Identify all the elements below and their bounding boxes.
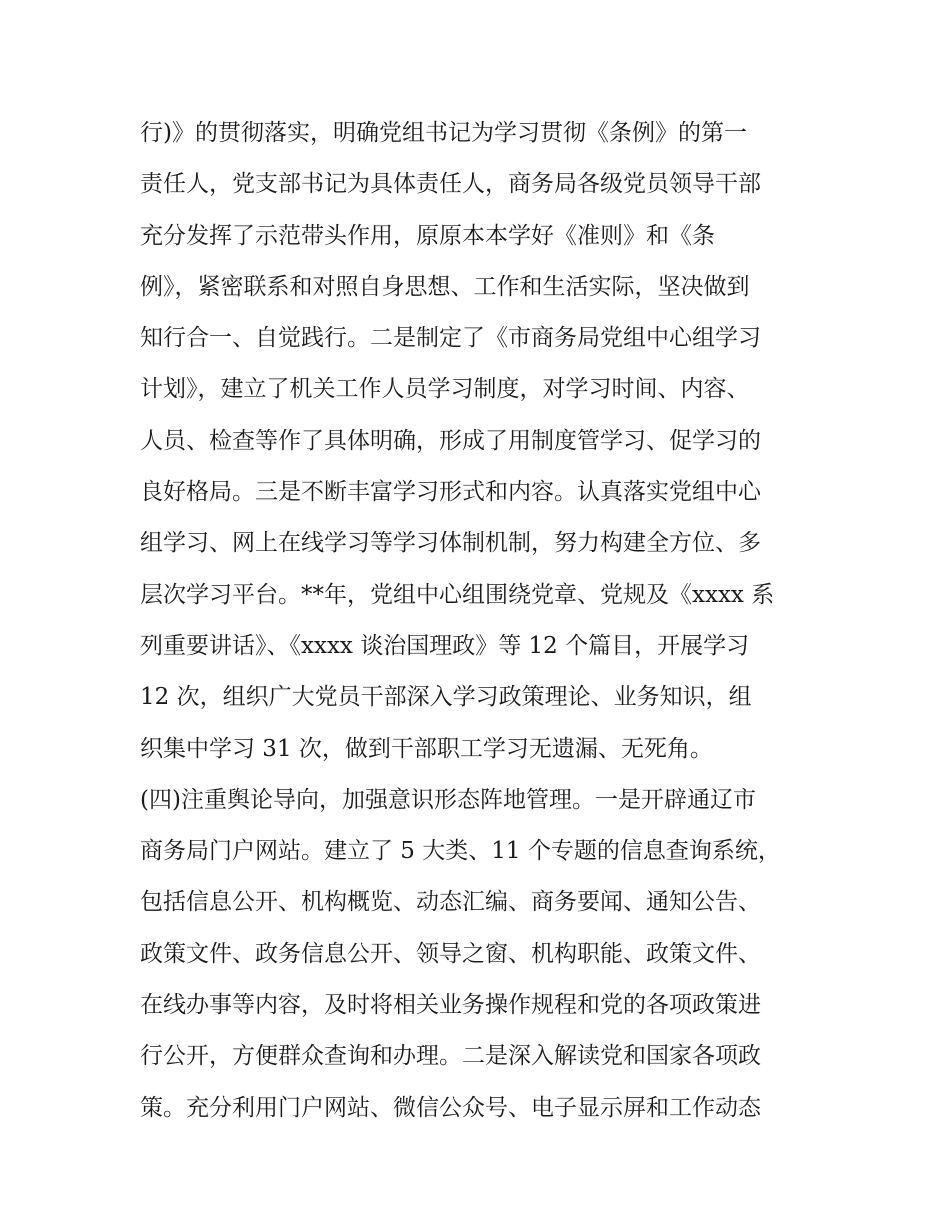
- text-line: 行公开，方便群众查询和办理。二是深入解读党和国家各项政: [140, 1043, 761, 1070]
- text-line: 例》，紧密联系和对照自身思想、工作和生活实际，坚决做到: [140, 273, 750, 300]
- text-line: 政策文件、政务信息公开、领导之窗、机构职能、政策文件、: [140, 940, 761, 967]
- text-line: 知行合一、自觉践行。二是制定了《市商务局党组中心组学习: [140, 325, 761, 352]
- text-line: 12 次，组织广大党员干部深入学习政策理论、业务知识，组: [140, 684, 752, 711]
- section-heading-line: (四)注重舆论导向，加强意识形态阵地管理。一是开辟通辽市: [140, 786, 756, 813]
- text-line: 策。充分利用门户网站、微信公众号、电子显示屏和工作动态: [140, 1094, 761, 1121]
- body-text: [140, 108, 820, 1134]
- text-line: 织集中学习 31 次，做到干部职工学习无遗漏、无死角。: [140, 735, 713, 762]
- text-line: 行)》的贯彻落实，明确党组书记为学习贯彻《条例》的第一: [140, 120, 747, 146]
- text-line: 充分发挥了示范带头作用，原原本本学好《准则》和《条: [140, 222, 715, 249]
- text-line: 列重要讲话》、《xxxx 谈治国理政》等 12 个篇目，开展学习: [140, 632, 750, 659]
- text-line: 责任人，党支部书记为具体责任人，商务局各级党员领导干部: [140, 171, 761, 198]
- text-line: 层次学习平台。**年，党组中心组围绕党章、党规及《xxxx 系: [140, 581, 775, 608]
- text-line: 计划》，建立了机关工作人员学习制度，对学习时间、内容、: [140, 376, 750, 403]
- text-line: 包括信息公开、机构概览、动态汇编、商务要闻、通知公告、: [140, 889, 761, 916]
- text-line: 良好格局。三是不断丰富学习形式和内容。认真落实党组中心: [140, 479, 761, 506]
- text-line: 人员、检查等作了具体明确，形成了用制度管学习、促学习的: [140, 427, 761, 454]
- text-line: 在线办事等内容，及时将相关业务操作规程和党的各项政策进: [140, 992, 761, 1019]
- text-line: 商务局门户网站。建立了 5 大类、11 个专题的信息查询系统，: [140, 838, 781, 865]
- text-line: 组学习、网上在线学习等学习体制机制，努力构建全方位、多: [140, 530, 761, 557]
